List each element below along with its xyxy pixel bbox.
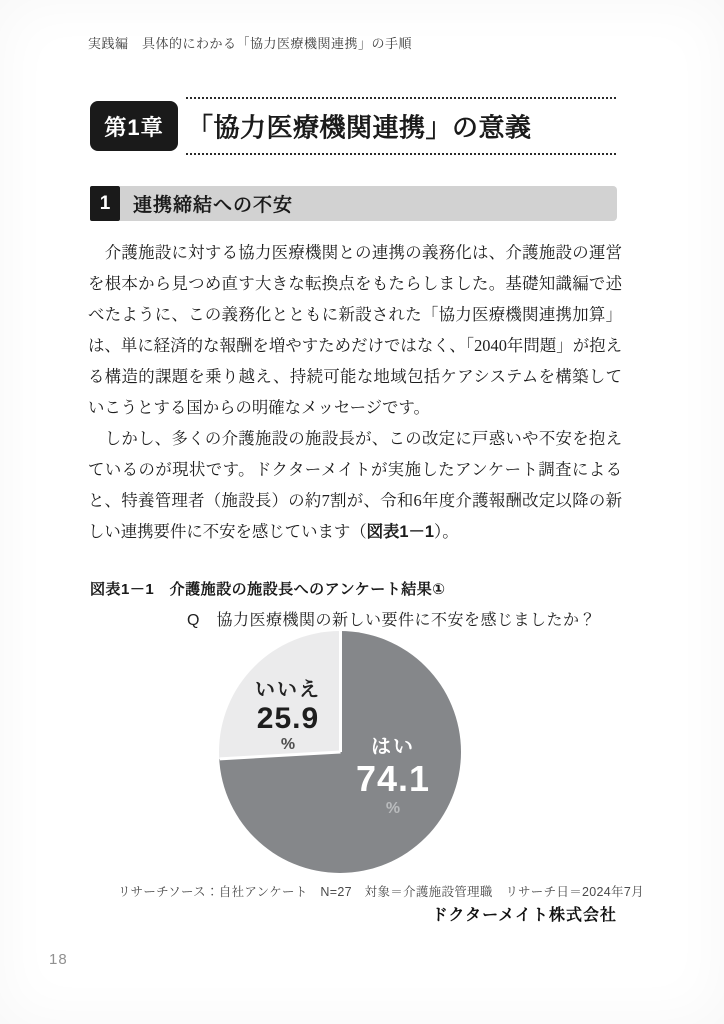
pie-slice-unit: % (280, 736, 296, 753)
dotted-rule-top (186, 97, 617, 99)
page-number: 18 (49, 951, 68, 968)
section-heading (90, 186, 617, 221)
pie-slice-value: 74.1 (355, 758, 431, 799)
figure-caption: 図表1－1 介護施設の施設長へのアンケート結果① (90, 581, 446, 598)
chapter-title-wrap (186, 97, 617, 155)
dotted-rule-bottom (186, 153, 617, 155)
pie-slice-label: はい (371, 736, 415, 758)
pie-label-no (233, 678, 343, 754)
section-title: 連携締結への不安 (120, 186, 617, 221)
figure-company-credit: ドクターメイト株式会社 (431, 907, 617, 924)
pie-slice-label: いいえ (255, 679, 321, 701)
chapter-title: 「協力医療機関連携」の意義 (187, 112, 532, 143)
figure-reference: 図表1－1 (366, 523, 435, 541)
running-header: 実践編 具体的にわかる「協力医療機関連携」の手順 (88, 36, 413, 51)
figure-source-note: リサーチソース：自社アンケート N=27 対象＝介護施設管理職 リサーチ日＝2024年7月 (118, 885, 644, 899)
pie-slice-value: 25.9 (256, 702, 320, 735)
chapter-heading (90, 97, 617, 155)
section-number-badge: 1 (90, 186, 120, 221)
body-paragraph-2 (88, 423, 622, 548)
paragraph-text: しかし、多くの介護施設の施設長が、この改定に戸惑いや不安を抱えているのが現状です。ドクターメイトが実施したアンケート調査によると、特養管理者（施設長）の約7割が、令和6年度介護報酬改定以降の新しい連携要件に不安を感じています（ (88, 429, 622, 541)
body-paragraph-1: 介護施設に対する協力医療機関との連携の義務化は、介護施設の運営を根本から見つめ直す大きな転換点をもたらしました。基礎知識編で述べたように、この義務化とともに新設された「協力医療機関連携加算」は、単に経済的な報酬を増やすためだけではなく、「2040年問題」が抱える構造的課題を乗り越え、持続可能な地域包括ケアシステムを構築していこうとする国からの明確なメッセージです。 (88, 243, 622, 417)
pie-label-yes (331, 735, 455, 818)
paragraph-text: ）。 (434, 522, 459, 541)
chapter-number-badge: 第1章 (90, 101, 178, 151)
pie-chart (219, 631, 461, 873)
pie-slice-unit: % (385, 799, 401, 817)
figure-question: Q 協力医療機関の新しい要件に不安を感じましたか？ (187, 612, 596, 629)
body-text (88, 237, 622, 548)
